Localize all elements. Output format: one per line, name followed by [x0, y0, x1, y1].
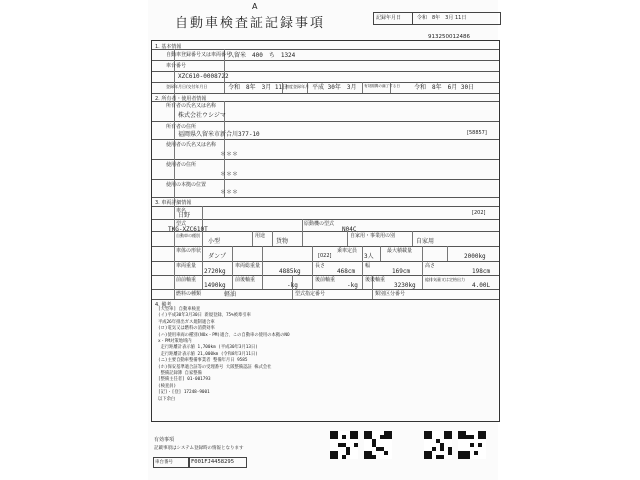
maker-code: [202]: [472, 210, 486, 216]
gross-weight-label: 車両総重量: [235, 263, 261, 269]
base-location-value: ＊＊＊: [220, 189, 239, 196]
weight-value: 2720kg: [204, 268, 226, 275]
front-rear-axle-label: 前後軸重: [235, 277, 256, 283]
qr-code-4-icon: [458, 431, 486, 459]
length-label: 長さ: [315, 263, 326, 269]
record-date-value: 令和 8年 3月 11日: [417, 15, 467, 21]
owner-name-label: 所有者の氏名又は名称: [166, 103, 217, 109]
footer-note: 有効事項: [154, 437, 175, 443]
height-value: 198cm: [472, 268, 491, 275]
first-year-value: 平成 30年 3月: [312, 84, 357, 91]
qr-code-3-icon: [424, 431, 452, 459]
shape-code: [022]: [318, 253, 332, 259]
model-label: 型式: [176, 221, 187, 227]
maker-label: 車名: [176, 208, 187, 214]
expiry-value: 令和 8年 6月 30日: [414, 84, 475, 91]
front-axle-value: 1490kg: [204, 282, 226, 289]
rear-front-axle-label: 後前軸重: [315, 277, 336, 283]
length-value: 468cm: [337, 268, 356, 275]
owner-address-value: 福岡県久留米市新合川377-10: [178, 131, 260, 138]
rear-axle-value: 3230kg: [394, 282, 416, 289]
rear-front-axle-value: -kg: [347, 282, 358, 289]
user-name-label: 使用者の氏名又は名称: [166, 142, 217, 148]
rear-axle-label: 後後軸重: [365, 277, 386, 283]
owner-address-label: 所有者の住所: [166, 124, 197, 130]
private-value: 自家用: [416, 238, 435, 245]
engine-label: 原動機の型式: [304, 221, 335, 227]
private-label: 自家用・事業用の別: [350, 233, 396, 239]
max-load-value: 2000kg: [464, 253, 486, 260]
vin-label: 車台番号: [166, 63, 187, 69]
reg-number-value: 久留米 400 ち 1324: [228, 52, 296, 59]
reg-number-label: 自動車登録番号又は車両番号: [166, 52, 232, 58]
first-reg-label: 登録年月日/交付年月日: [166, 84, 208, 89]
category-label: 類別区分番号: [375, 291, 406, 297]
user-name-value: ＊＊＊: [220, 151, 239, 158]
first-reg-value: 令和 8年 3月 11日: [228, 84, 289, 91]
first-year-label: 初度登録年月: [285, 84, 309, 89]
front-axle-label: 前前軸重: [176, 277, 197, 283]
weight-label: 車両重量: [176, 263, 197, 269]
section-notes: 4. 備考: [155, 302, 172, 308]
capacity-value: 3人: [364, 253, 374, 260]
record-date-box: [373, 12, 501, 25]
use-label: 用途: [255, 233, 266, 239]
width-label: 幅: [365, 263, 371, 269]
document-title: 自動車検査証記録事項: [175, 16, 326, 31]
vin-value: XZC610-0008722: [178, 73, 229, 80]
height-label: 高さ: [425, 263, 436, 269]
serial-number: 913250012486: [428, 34, 470, 40]
max-load-label: 最大積載量: [387, 248, 413, 254]
user-address-label: 使用者の住所: [166, 162, 197, 168]
use-value: 貨物: [276, 238, 289, 245]
shape-label: 車体の形状: [176, 248, 202, 254]
owner-name-value: 株式会社ウシジマ: [178, 112, 226, 119]
base-location-label: 使用の本拠の位置: [166, 182, 207, 188]
displacement-value: 4.00L: [472, 282, 491, 289]
kind-value: 小型: [208, 238, 221, 245]
record-form: [151, 40, 500, 422]
section-owner: 2. 所有者・使用者情報: [155, 96, 207, 102]
qr-code-1-icon: [330, 431, 358, 459]
displacement-label: 総排気量又は定格出力: [425, 277, 465, 282]
fuel-value: 軽油: [224, 291, 237, 298]
width-value: 169cm: [392, 268, 411, 275]
gross-weight-value: 4885kg: [279, 268, 301, 275]
type-designation-label: 型式指定番号: [295, 291, 326, 297]
section-vehicle: 3. 車両詳細情報: [155, 200, 192, 206]
section-basic: 1. 基本情報: [155, 44, 182, 50]
footer-code-box: F001FJ4458295: [188, 457, 247, 468]
engine-value: N04C: [342, 226, 357, 233]
model-value: TKG-XZC610T: [168, 226, 208, 233]
notes-text: [大型車] 自動車検査 (イ)平成30年3月30日 新規登録、75%被牽引車 平成26年排出ガス規制適合車 (ロ)電気又は燃料の消費効率 (ハ)使用車両の種別(NOx・PM)適合、この自動車の使用の本拠のNO x・PM対策地域内 走行距離計表示値 1,700km (平成30年3月13日) 走行距離計表示値 21,000km (令和8年3月11日) (ニ)主要自動車整備事業者 整備年月日 9585 (ホ)保安基準適合証等の受理番号 大阪整備認証 株式会社 整備記録簿 自家整備 [整備主任者] 01-001793 (検査員) [記]・[登] 17248-9001 以下余白: [158, 307, 290, 402]
capacity-label: 乗車定員: [337, 248, 358, 254]
footer-label-box: 車台番号: [153, 457, 190, 468]
record-date-label: 記録年月日: [374, 13, 413, 24]
kind-label: 自動車の種別: [176, 233, 200, 238]
footer-note-detail: 記載事項はシステム登録時の情報となります: [154, 446, 244, 451]
owner-code: [58857]: [467, 130, 487, 136]
shape-value: ダンプ: [208, 253, 227, 260]
qr-code-2-icon: [364, 431, 392, 459]
user-address-value: ＊＊＊: [220, 171, 239, 178]
front-rear-axle-value: -kg: [287, 282, 298, 289]
form-letter: A: [252, 2, 258, 11]
expiry-label: 有効期間の満了する日: [364, 84, 400, 88]
maker-value: 日野: [178, 212, 191, 219]
fuel-label: 燃料の種類: [176, 291, 202, 297]
